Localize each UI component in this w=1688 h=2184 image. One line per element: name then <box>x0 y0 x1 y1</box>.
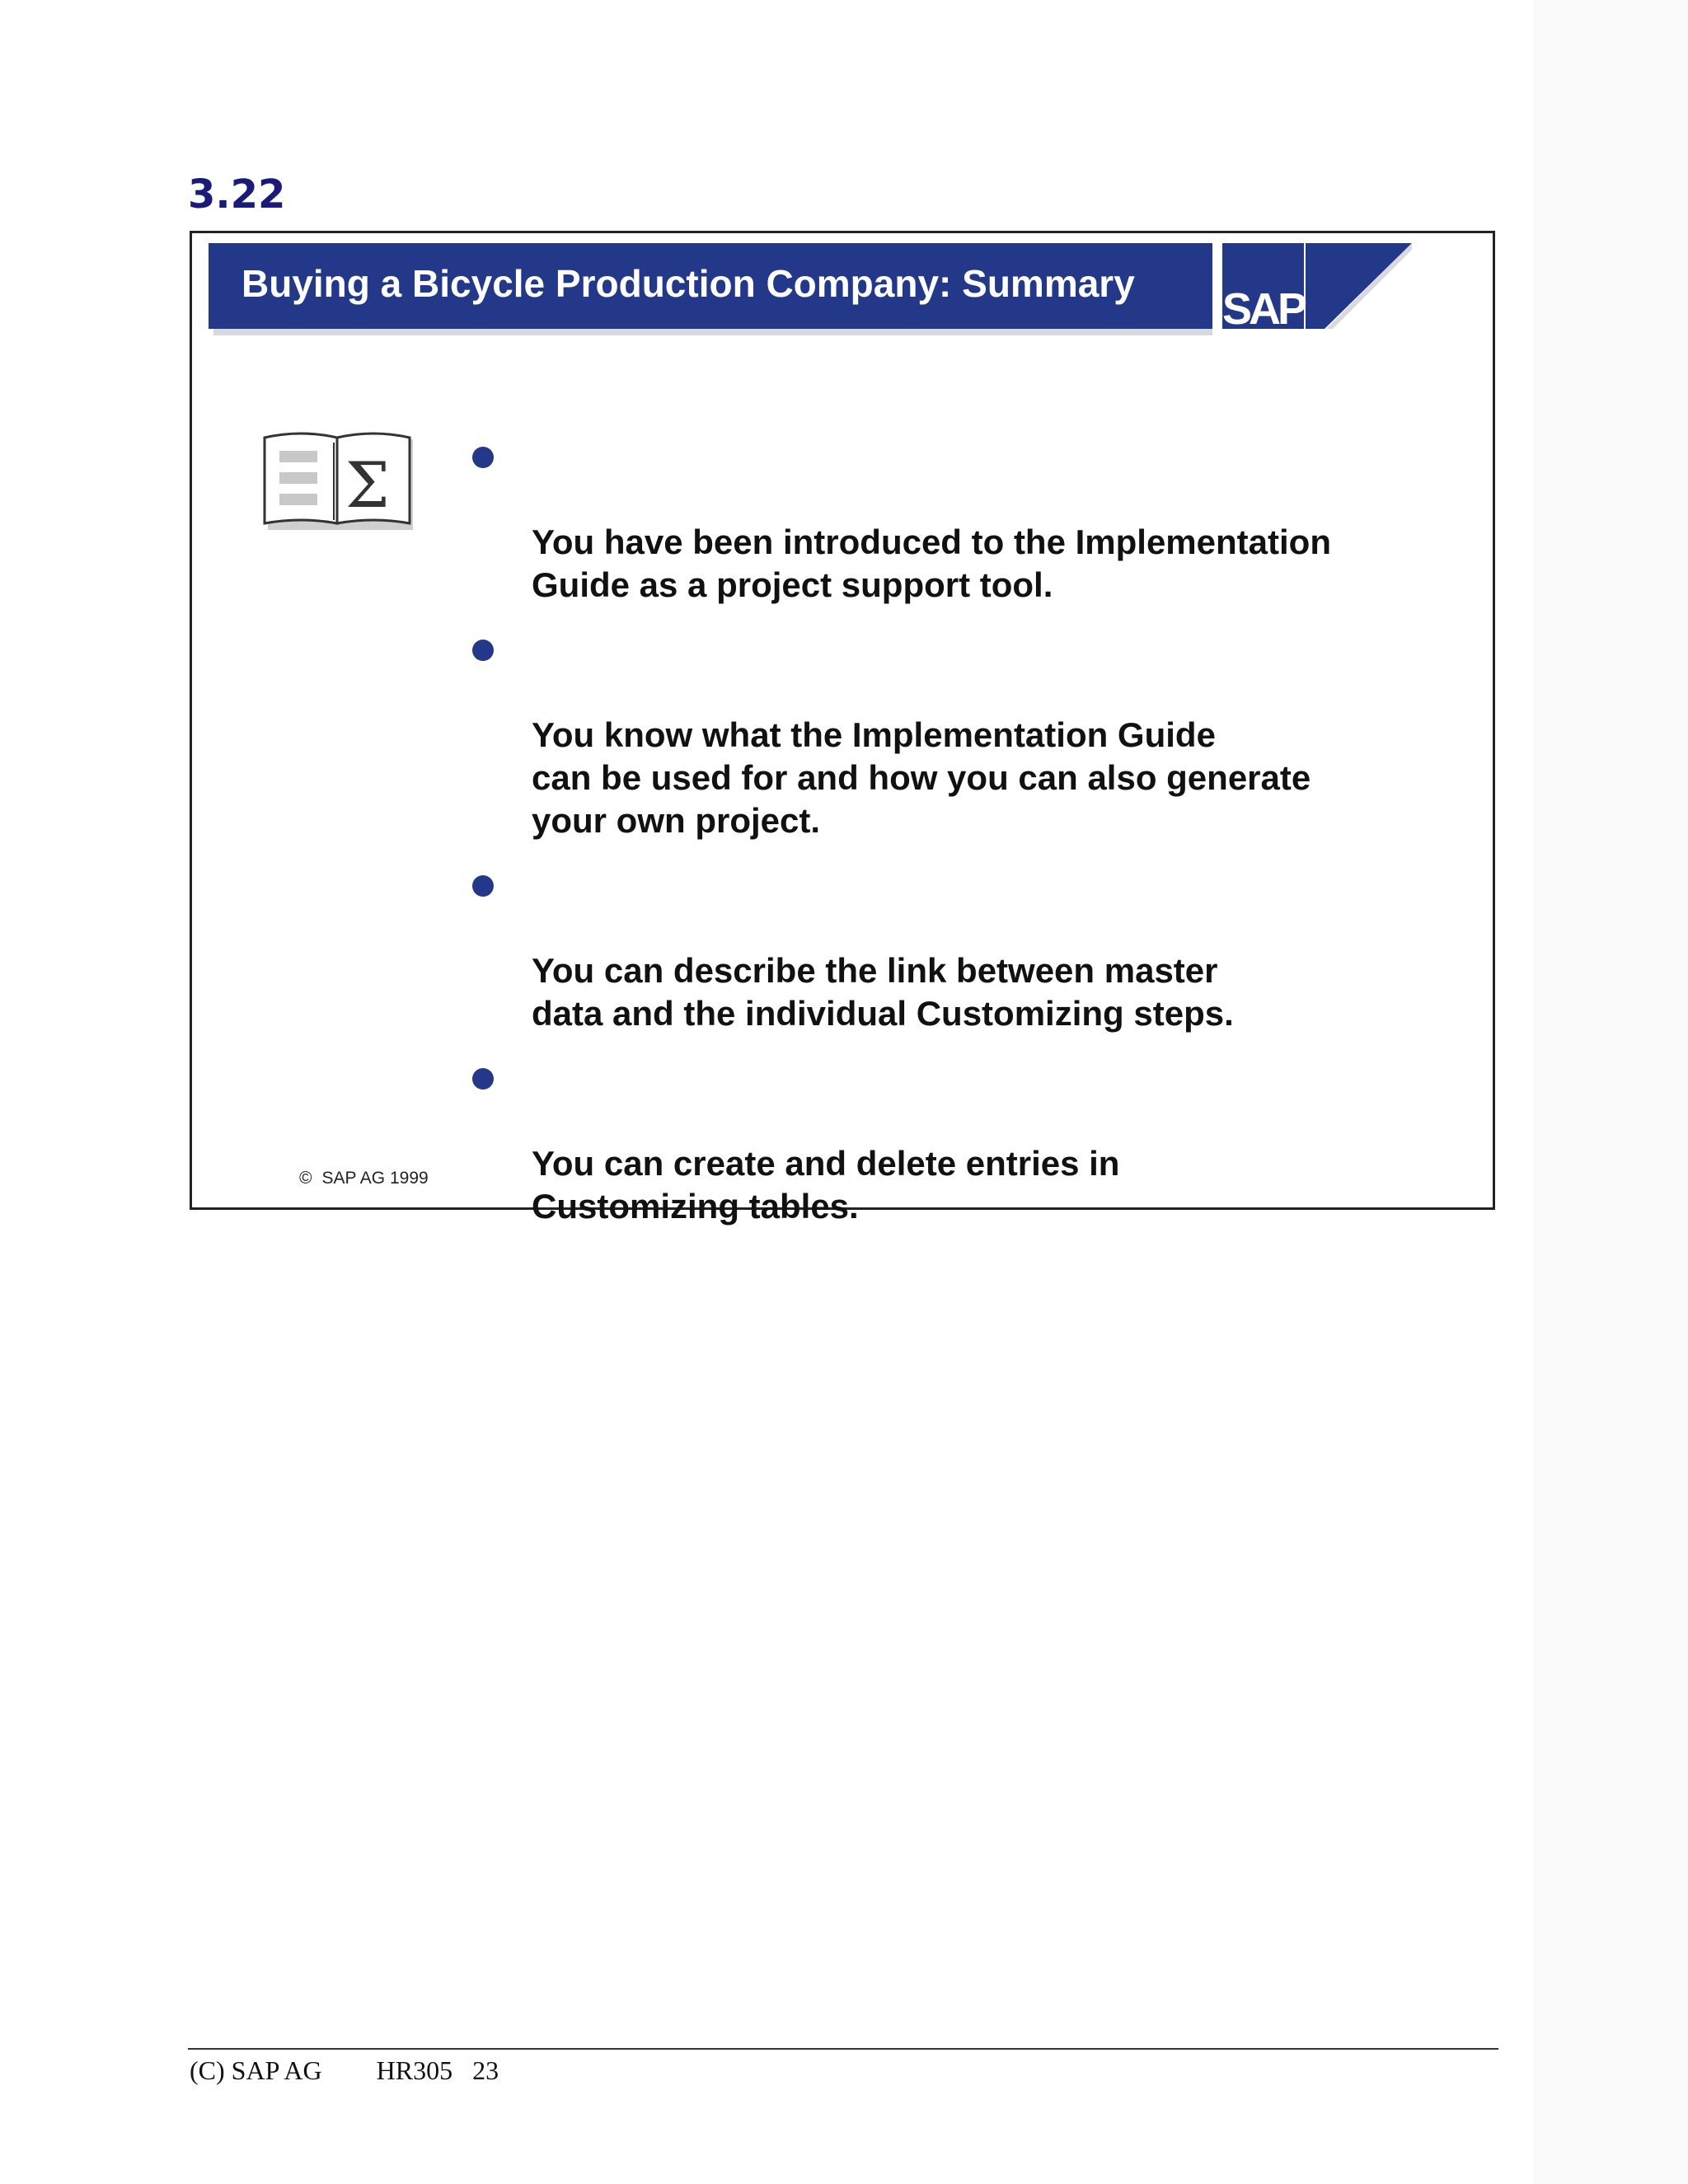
bullet-dot-icon <box>472 640 494 661</box>
footer-company: (C) SAP AG <box>190 2055 322 2085</box>
section-number: 3.22 <box>188 171 286 218</box>
bullet-dot-icon <box>472 1068 494 1090</box>
summary-bullet <box>472 1057 1379 1228</box>
sap-logo <box>1222 243 1412 335</box>
slide-copyright <box>299 1169 429 1188</box>
summary-bullet <box>472 435 1379 607</box>
summary-book-sigma-icon <box>263 431 415 532</box>
page-margin-strip <box>1533 0 1688 2184</box>
bullet-dot-icon <box>472 447 494 468</box>
bullet-text: You can describe the link between master data and the individual Customizing steps. <box>532 951 1234 1033</box>
sap-logo-text: SAP <box>1222 284 1305 334</box>
slide-title: Buying a Bicycle Production Company: Summary <box>241 262 1135 305</box>
svg-text:Σ: Σ <box>345 448 390 522</box>
copyright-symbol: © <box>299 1169 312 1188</box>
footer-page-number: 23 <box>472 2055 499 2085</box>
copyright-text: SAP AG 1999 <box>321 1169 429 1188</box>
summary-bullet <box>472 864 1379 1035</box>
bullet-text: You know what the Implementation Guide can be used for and how you can also generate your own project. <box>532 715 1311 840</box>
slide-frame <box>190 231 1495 1226</box>
summary-bullet <box>472 628 1379 842</box>
bullet-dot-icon <box>472 875 494 897</box>
footer-course-code: HR305 <box>376 2055 453 2085</box>
bullet-text: You have been introduced to the Implementation Guide as a project support tool. <box>532 523 1331 604</box>
title-banner-shadow <box>213 329 1212 335</box>
bullet-text: You can create and delete entries in Customizing tables. <box>532 1144 1120 1226</box>
title-banner <box>209 243 1212 329</box>
footer-divider <box>188 2048 1498 2050</box>
summary-bullet-list <box>472 435 1379 1249</box>
page-footer <box>190 2055 499 2086</box>
